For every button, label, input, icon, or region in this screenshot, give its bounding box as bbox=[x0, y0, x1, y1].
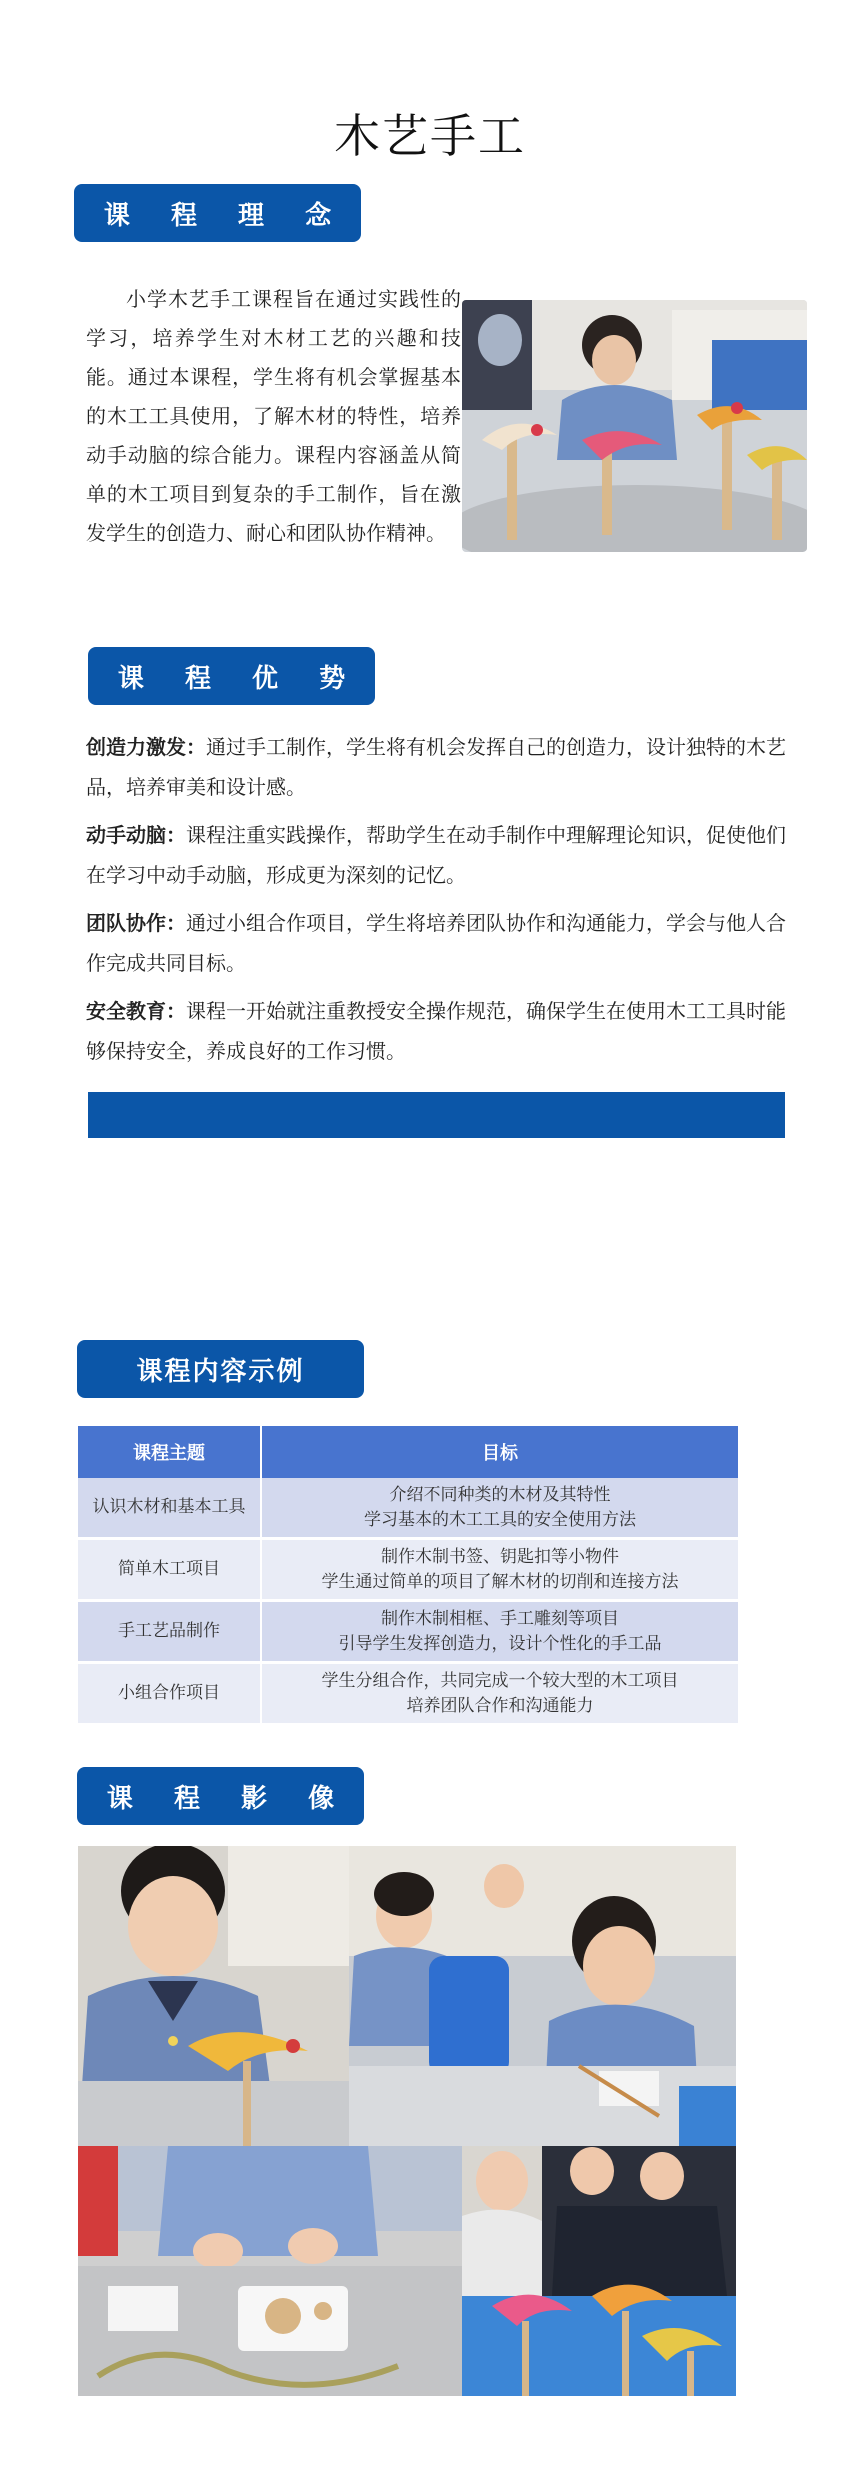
gallery-photo-4 bbox=[462, 2146, 736, 2396]
table-cell-goal bbox=[262, 1602, 740, 1664]
advantages-heading: 课 程 优 势 bbox=[88, 647, 375, 705]
table-row bbox=[78, 1540, 740, 1602]
content-table bbox=[78, 1426, 740, 1726]
table-header-topic: 课程主题 bbox=[78, 1426, 262, 1478]
advantage-key: 动手动脑： bbox=[86, 823, 186, 847]
gallery-photo-2 bbox=[349, 1846, 736, 2146]
table-cell-topic: 认识木材和基本工具 bbox=[78, 1478, 262, 1540]
goal-line: 学生分组合作，共同完成一个较大型的木工项目 bbox=[321, 1670, 679, 1691]
gallery-photo-3 bbox=[78, 2146, 462, 2396]
concept-heading: 课 程 理 念 bbox=[74, 184, 361, 242]
goal-line: 制作木制相框、手工雕刻等项目 bbox=[381, 1608, 619, 1629]
table-row bbox=[78, 1602, 740, 1664]
table-cell-goal bbox=[262, 1540, 740, 1602]
goal-line: 培养团队合作和沟通能力 bbox=[406, 1695, 594, 1716]
section-divider-bar bbox=[88, 1092, 785, 1138]
advantage-text: 通过小组合作项目，学生将培养团队协作和沟通能力，学会与他人合作完成共同目标。 bbox=[86, 911, 786, 975]
concept-text: 小学木艺手工课程旨在通过实践性的学习，培养学生对木材工艺的兴趣和技能。通过本课程，学生将有机会掌握基本的木工工具使用，了解木材的特性，培养动手动脑的综合能力。课程内容涵盖从简单的木工项目到复杂的手工制作，旨在激发学生的创造力、耐心和团队协作精神。 bbox=[86, 287, 461, 545]
gallery-heading: 课 程 影 像 bbox=[77, 1767, 364, 1825]
content-table-wrap bbox=[78, 1426, 740, 1726]
table-row bbox=[78, 1478, 740, 1540]
advantage-item bbox=[86, 727, 786, 807]
page-title: 木艺手工 bbox=[334, 109, 526, 163]
goal-line: 介绍不同种类的木材及其特性 bbox=[389, 1484, 611, 1505]
gallery-photo-1 bbox=[78, 1846, 349, 2146]
advantage-item bbox=[86, 903, 786, 983]
advantage-item bbox=[86, 815, 786, 895]
table-cell-goal bbox=[262, 1664, 740, 1726]
table-cell-topic: 手工艺品制作 bbox=[78, 1602, 262, 1664]
goal-line: 学习基本的木工工具的安全使用方法 bbox=[364, 1509, 636, 1530]
content-heading: 课程内容示例 bbox=[77, 1340, 364, 1398]
advantages-list bbox=[86, 727, 786, 1079]
table-cell-topic: 小组合作项目 bbox=[78, 1664, 262, 1726]
goal-line: 引导学生发挥创造力，设计个性化的手工品 bbox=[338, 1633, 662, 1654]
table-cell-goal bbox=[262, 1478, 740, 1540]
advantage-key: 安全教育： bbox=[86, 999, 186, 1023]
advantage-item bbox=[86, 991, 786, 1071]
goal-line: 学生通过简单的项目了解木材的切削和连接方法 bbox=[321, 1571, 679, 1592]
table-row bbox=[78, 1664, 740, 1726]
concept-photo bbox=[462, 300, 807, 552]
table-cell-topic: 简单木工项目 bbox=[78, 1540, 262, 1602]
gallery-collage bbox=[78, 1846, 736, 2396]
advantage-text: 课程注重实践操作，帮助学生在动手制作中理解理论知识，促使他们在学习中动手动脑，形成更为深刻的记忆。 bbox=[86, 823, 786, 887]
advantage-text: 课程一开始就注重教授安全操作规范，确保学生在使用木工工具时能够保持安全，养成良好的工作习惯。 bbox=[86, 999, 786, 1063]
table-header-goal: 目标 bbox=[262, 1426, 740, 1478]
goal-line: 制作木制书签、钥匙扣等小物件 bbox=[381, 1546, 619, 1567]
advantage-text: 通过手工制作，学生将有机会发挥自己的创造力，设计独特的木艺品，培养审美和设计感。 bbox=[86, 735, 786, 799]
advantage-key: 创造力激发： bbox=[86, 735, 206, 759]
advantage-key: 团队协作： bbox=[86, 911, 186, 935]
